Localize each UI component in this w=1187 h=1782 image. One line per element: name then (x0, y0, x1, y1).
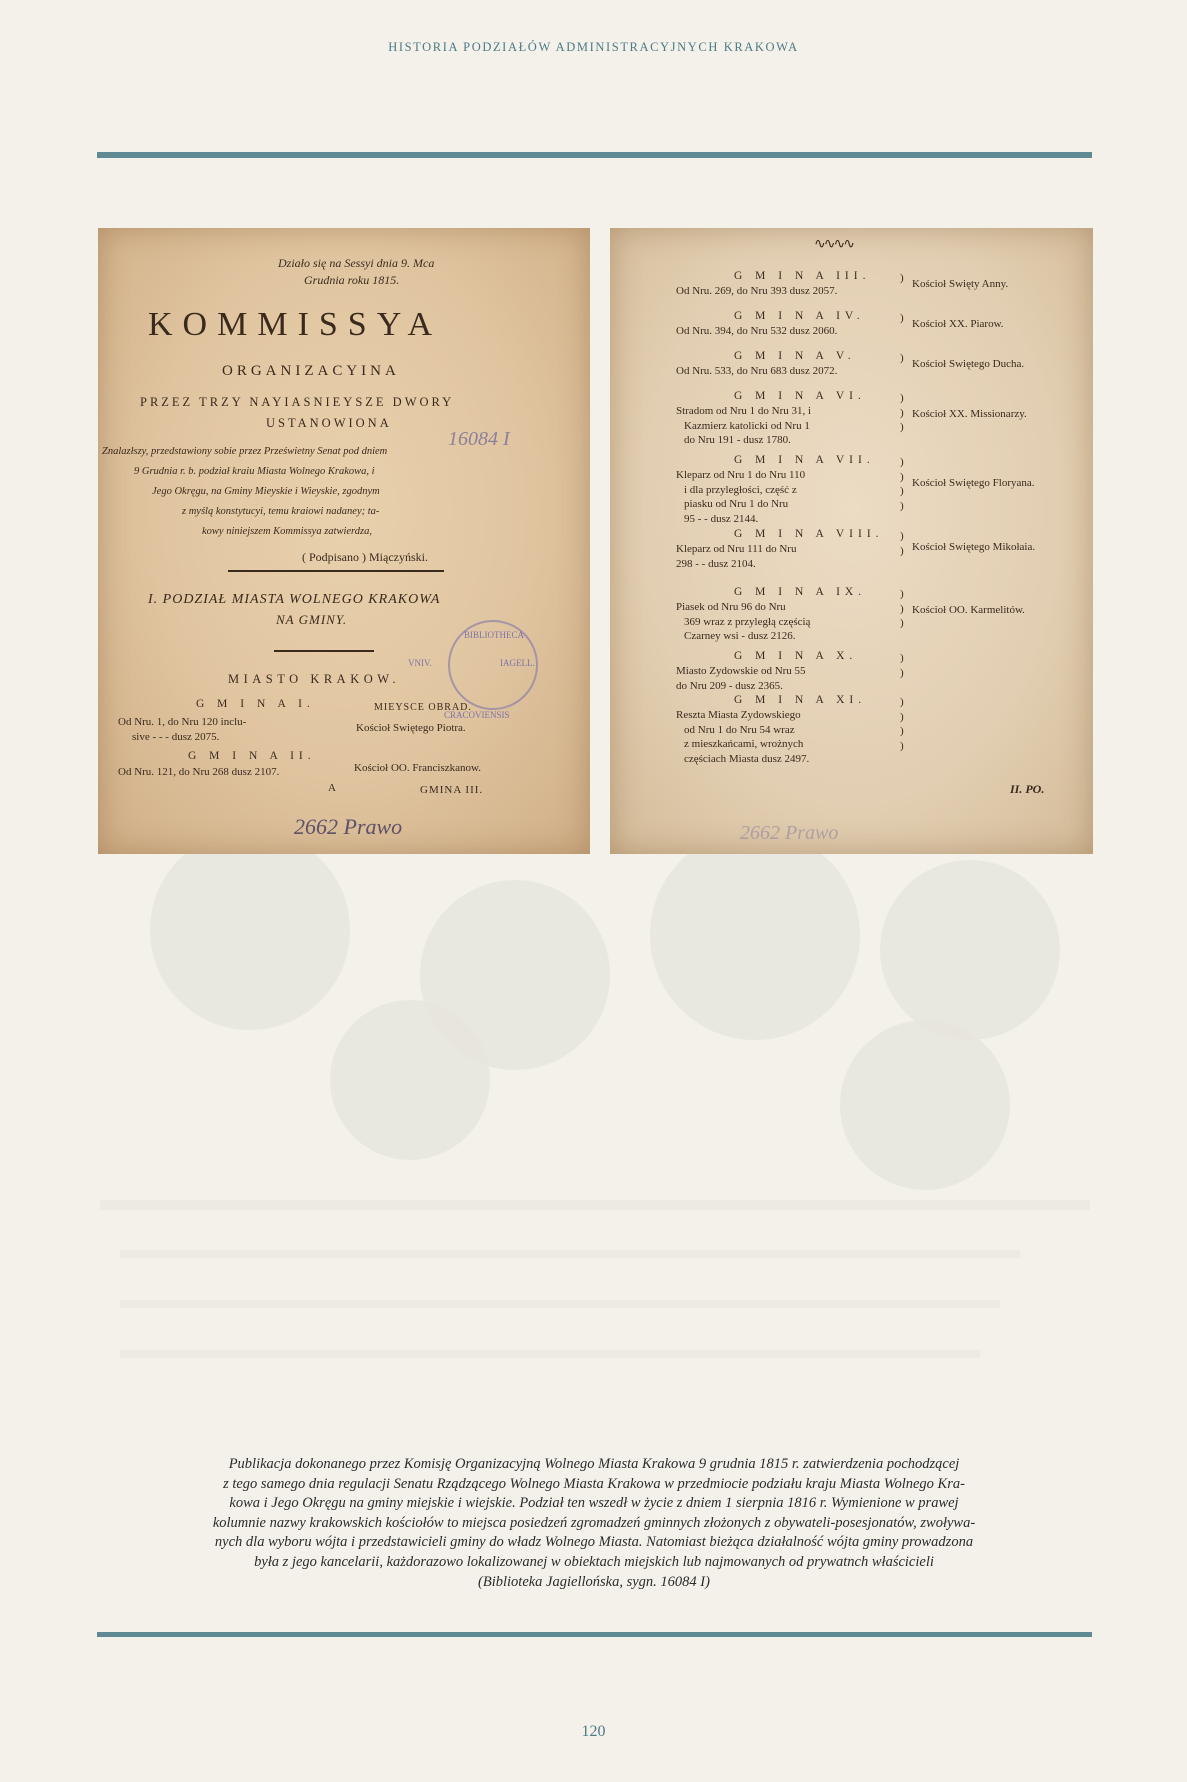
pencil-note: 2662 Prawo (294, 814, 403, 839)
brace-mark: ) (900, 421, 904, 433)
gmina-church: Kościoł Swiętego Piotra. (356, 722, 466, 734)
show-through-circle (650, 830, 860, 1040)
top-rule (97, 152, 1092, 158)
gmina-heading: G M I N A V. (734, 350, 856, 362)
gmina-text: do Nru 209 - dusz 2365. (676, 679, 783, 692)
gmina-text: i dla przyległości, część z (684, 483, 797, 496)
body-line: 9 Grudnia r. b. podział kraiu Miasta Wolnego Krakowa, i (134, 466, 375, 477)
gmina-text: 298 - - dusz 2104. (676, 557, 756, 570)
brace-mark: ) (900, 530, 904, 542)
gmina-heading: G M I N A VII. (734, 454, 875, 466)
show-through-band (120, 1250, 1020, 1258)
gmina-text: piasku od Nru 1 do Nru (684, 498, 789, 510)
caption-line: z tego samego dnia regulacji Senatu Rządzącego Wolnego Miasta Krakowa w przedmiocie podziału kraju Miasta Wolnego Kra- (223, 1475, 965, 1492)
brace-mark: ) (900, 470, 904, 483)
body-line: z myślą konstytucyi, temu kraiowi nadaney; ta- (182, 506, 380, 517)
gmina-text: z mieszkańcami, wrożnych (684, 738, 804, 750)
brace-mark: ) (900, 710, 904, 723)
caption-line: kolumnie nazwy krakowskich kościołów to miejsca posiedzeń zgromadzeń gminnych złożonych z obywateli-posesjonatów, zwoływa- (212, 1514, 976, 1531)
brace-mark: ) (900, 456, 904, 468)
gmina-church: Kościoł XX. Missionarzy. (912, 408, 1027, 420)
signature-line: ( Podpisano ) Miączyński. (302, 550, 428, 564)
show-through-circle (330, 1000, 490, 1160)
gmina-church: Kościoł Swiętego Mikołaia. (912, 541, 1036, 553)
ornament: ∿∿∿∿ (814, 237, 853, 252)
show-through-band (120, 1350, 980, 1358)
brace-mark: ) (900, 544, 904, 557)
shelf-mark: 16084 I (448, 428, 510, 450)
city-heading: MIASTO KRAKOW. (228, 672, 401, 686)
body-line: Znalazłszy, przedstawiony sobie przez Prześwietny Senat pod dniem (102, 446, 388, 457)
gmina-text: Miasto Zydowskie od Nru 55 (676, 665, 806, 677)
gmina-text: sive - - - dusz 2075. (132, 731, 220, 743)
catchword: II. PO. (1010, 782, 1045, 796)
gmina-text: Reszta Miasta Zydowskiego (676, 709, 801, 721)
gmina-heading: G M I N A I. (196, 698, 315, 710)
gmina-heading: G M I N A II. (188, 750, 316, 762)
caption-line: kowa i Jego Okręgu na gminy miejskie i wiejskie. Podział ten wszedł w życie z dniem 1 sierpnia 1816 r. Wymienione w prawej (229, 1495, 959, 1512)
gmina-text: 369 wraz z przyległą częścią (684, 615, 811, 628)
gmina-text: Od Nru. 269, do Nru 393 dusz 2057. (676, 285, 838, 297)
brace-mark: ) (900, 485, 904, 497)
section-heading: I. PODZIAŁ MIASTA WOLNEGO KRAKOWA (148, 592, 441, 607)
gmina-heading: G M I N A IV. (734, 310, 865, 322)
gmina-text: Stradom od Nru 1 do Nru 31, i (676, 405, 812, 417)
gmina-church: Kościoł OO. Karmelitów. (912, 604, 1025, 616)
gmina-heading: G M I N A X. (734, 650, 858, 662)
column-heading: MIEYSCE OBRAD. (374, 702, 472, 713)
dated-line: Działo się na Sessyi dnia 9. Mca (278, 256, 435, 270)
show-through-circle (880, 860, 1060, 1040)
gmina-text: Od Nru. 121, do Nru 268 dusz 2107. (118, 766, 280, 778)
document-subtitle: ORGANIZACYINA (222, 363, 400, 379)
caption-line: była z jego kancelarii, każdorazowo lokalizowanej w obiektach miejskich lub najmowanych od prywatnch właścicieli (254, 1553, 934, 1570)
pencil-note: 2662 Prawo (740, 822, 839, 844)
section-heading: NA GMINY. (276, 612, 348, 627)
document-line: PRZEZ TRZY NAYIASNIEYSZE DWORY (140, 395, 455, 409)
gmina-heading: G M I N A VIII. (734, 528, 884, 540)
stamp-text: BIBLIOTHECA (464, 630, 524, 640)
gmina-text: Od Nru. 533, do Nru 683 dusz 2072. (676, 365, 838, 377)
brace-mark: ) (900, 272, 904, 284)
gmina-text: do Nru 191 - dusz 1780. (684, 434, 791, 446)
body-line: kowy niniejszem Kommissya zatwierdza, (202, 526, 372, 537)
gmina-text: Kleparz od Nru 1 do Nru 110 (676, 469, 806, 481)
separator-line (228, 570, 444, 572)
gmina-church: Kościoł OO. Franciszkanow. (354, 762, 481, 774)
brace-mark: ) (900, 652, 904, 664)
catchword: A (328, 782, 336, 794)
gmina-text: Czarney wsi - dusz 2126. (684, 630, 796, 642)
gmina-heading: G M I N A VI. (734, 390, 866, 402)
caption-line: nych dla wyboru wójta i przedstawicieli gminy do władz Wolnego Miasta. Natomiast bieżąca działalność wójta gminy prowadzona (214, 1534, 974, 1551)
brace-mark: ) (900, 666, 904, 679)
stamp-text: IAGELL. (500, 658, 535, 668)
brace-mark: ) (900, 312, 904, 324)
show-through-circle (840, 1020, 1010, 1190)
running-head: HISTORIA PODZIAŁÓW ADMINISTRACYJNYCH KRAKOWA (388, 40, 799, 54)
separator-line (274, 650, 374, 652)
brace-mark: ) (900, 617, 904, 629)
body-line: Jego Okręgu, na Gminy Mieyskie i Wieyskie, zgodnym (152, 486, 380, 497)
gmina-text: 95 - - dusz 2144. (684, 512, 759, 525)
gmina-church: Kościoł XX. Piarow. (912, 318, 1004, 330)
catchword: GMINA III. (420, 784, 484, 796)
document-title: KOMMISSYA (148, 306, 443, 343)
page-number: 120 (581, 1723, 606, 1740)
gmina-church: Kościoł Swiętego Floryana. (912, 477, 1035, 489)
brace-mark: ) (900, 739, 904, 752)
gmina-text: Kleparz od Nru 111 do Nru (676, 543, 797, 555)
gmina-heading: G M I N A IX. (734, 586, 867, 598)
brace-mark: ) (900, 499, 904, 512)
stamp-text: VNIV. (408, 658, 432, 668)
brace-mark: ) (900, 725, 904, 737)
brace-mark: ) (900, 696, 904, 708)
gmina-text: częściach Miasta dusz 2497. (684, 752, 810, 765)
show-through-circle (150, 830, 350, 1030)
gmina-heading: G M I N A III. (734, 270, 871, 282)
scan-left-page (98, 228, 590, 854)
bottom-rule (97, 1632, 1092, 1637)
show-through-band (100, 1200, 1090, 1210)
stamp-text: CRACOVIENSIS (444, 710, 510, 720)
gmina-heading: G M I N A XI. (734, 694, 867, 706)
gmina-text: Kazmierz katolicki od Nru 1 (684, 419, 810, 432)
gmina-text: od Nru 1 do Nru 54 wraz (684, 723, 795, 736)
gmina-church: Kościoł Swięty Anny. (912, 278, 1009, 290)
brace-mark: ) (900, 588, 904, 600)
gmina-text: Piasek od Nru 96 do Nru (676, 601, 786, 613)
scan-right-page (610, 228, 1093, 854)
brace-mark: ) (900, 392, 904, 404)
brace-mark: ) (900, 352, 904, 364)
brace-mark: ) (900, 602, 904, 615)
document-line: USTANOWIONA (266, 416, 392, 430)
show-through-band (120, 1300, 1000, 1308)
gmina-text: Od Nru. 1, do Nru 120 inclu- (118, 716, 247, 728)
figure-caption (140, 1455, 1048, 1592)
dated-line: Grudnia roku 1815. (304, 273, 400, 287)
caption-line: (Biblioteka Jagiellońska, sygn. 16084 I) (478, 1573, 710, 1590)
brace-mark: ) (900, 406, 904, 419)
gmina-text: Od Nru. 394, do Nru 532 dusz 2060. (676, 325, 838, 337)
gmina-church: Kościoł Swiętego Ducha. (912, 358, 1025, 370)
caption-line: Publikacja dokonanego przez Komisję Organizacyjną Wolnego Miasta Krakowa 9 grudnia 1815 r. zatwierdzenia pochodzącej (228, 1456, 960, 1472)
